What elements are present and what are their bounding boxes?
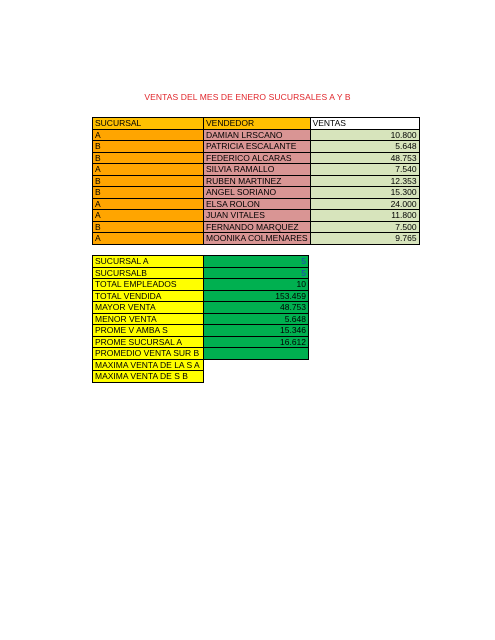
table-row xyxy=(93,141,420,153)
table-row xyxy=(93,233,420,245)
ventas-cell[interactable]: 7.500 xyxy=(310,221,419,233)
table-row xyxy=(93,198,420,210)
header-sucursal[interactable]: SUCURSAL xyxy=(93,118,204,130)
summary-label[interactable]: MAXIMA VENTA DE LA S A xyxy=(93,359,204,371)
vendedor-cell[interactable]: JUAN VITALES xyxy=(204,210,311,222)
header-ventas[interactable]: VENTAS xyxy=(310,118,419,130)
summary-value[interactable]: 10 xyxy=(204,279,309,291)
summary-row xyxy=(93,279,309,291)
summary-label[interactable]: MAXIMA VENTA DE S B xyxy=(93,371,204,383)
ventas-cell[interactable]: 11.800 xyxy=(310,210,419,222)
table-row xyxy=(93,129,420,141)
vendedor-cell[interactable]: SILVIA RAMALLO xyxy=(204,164,311,176)
summary-row xyxy=(93,371,309,383)
summary-value[interactable]: 5.648 xyxy=(204,313,309,325)
summary-row xyxy=(93,336,309,348)
header-vendedor[interactable]: VENDEDOR xyxy=(204,118,311,130)
summary-value[interactable]: 16.612 xyxy=(204,336,309,348)
table-row xyxy=(93,221,420,233)
summary-value[interactable] xyxy=(204,348,309,360)
table-row xyxy=(93,164,420,176)
summary-value[interactable]: 48.753 xyxy=(204,302,309,314)
summary-label[interactable]: PROME SUCURSAL A xyxy=(93,336,204,348)
summary-label[interactable]: PROME V AMBA S xyxy=(93,325,204,337)
sheet-title: VENTAS DEL MES DE ENERO SUCURSALES A Y B xyxy=(144,92,351,102)
vendedor-cell[interactable]: RUBEN MARTINEZ xyxy=(204,175,311,187)
summary-row xyxy=(93,290,309,302)
vendedor-cell[interactable]: ELSA ROLON xyxy=(204,198,311,210)
sucursal-cell[interactable]: B xyxy=(93,152,204,164)
summary-label[interactable]: SUCURSALB xyxy=(93,267,204,279)
summary-value[interactable]: 153.459 xyxy=(204,290,309,302)
summary-row xyxy=(93,313,309,325)
ventas-cell[interactable]: 15.300 xyxy=(310,187,419,199)
table-row xyxy=(93,152,420,164)
ventas-cell[interactable]: 12.353 xyxy=(310,175,419,187)
vendedor-cell[interactable]: MOONIKA COLMENARES xyxy=(204,233,311,245)
summary-label[interactable]: MAYOR VENTA xyxy=(93,302,204,314)
summary-label[interactable]: SUCURSAL A xyxy=(93,256,204,268)
ventas-cell[interactable]: 48.753 xyxy=(310,152,419,164)
summary-label[interactable]: TOTAL VENDIDA xyxy=(93,290,204,302)
ventas-cell[interactable]: 5.648 xyxy=(310,141,419,153)
summary-row xyxy=(93,302,309,314)
ventas-cell[interactable]: 7.540 xyxy=(310,164,419,176)
sucursal-cell[interactable]: A xyxy=(93,164,204,176)
summary-value[interactable]: 15.346 xyxy=(204,325,309,337)
summary-row xyxy=(93,348,309,360)
sucursal-cell[interactable]: A xyxy=(93,210,204,222)
vendedor-cell[interactable]: PATRICIA ESCALANTE xyxy=(204,141,311,153)
sucursal-cell[interactable]: B xyxy=(93,221,204,233)
summary-value[interactable]: 5 xyxy=(204,256,309,268)
vendedor-cell[interactable]: FERNANDO MARQUEZ xyxy=(204,221,311,233)
summary-value[interactable]: 5 xyxy=(204,267,309,279)
summary-label[interactable]: PROMEDIO VENTA SUR B xyxy=(93,348,204,360)
summary-label[interactable]: TOTAL EMPLEADOS xyxy=(93,279,204,291)
vendedor-cell[interactable]: DAMIAN LRSCANO xyxy=(204,129,311,141)
ventas-cell[interactable]: 9.765 xyxy=(310,233,419,245)
vendedor-cell[interactable]: FEDERICO ALCARAS xyxy=(204,152,311,164)
summary-row xyxy=(93,359,309,371)
sucursal-cell[interactable]: B xyxy=(93,175,204,187)
vendedor-cell[interactable]: ANGEL SORIANO xyxy=(204,187,311,199)
summary-row xyxy=(93,267,309,279)
sales-table xyxy=(92,117,420,245)
summary-row xyxy=(93,256,309,268)
sucursal-cell[interactable]: B xyxy=(93,141,204,153)
sucursal-cell[interactable]: B xyxy=(93,187,204,199)
table-row xyxy=(93,175,420,187)
header-row xyxy=(93,118,420,130)
ventas-cell[interactable]: 24.000 xyxy=(310,198,419,210)
summary-label[interactable]: MENOR VENTA xyxy=(93,313,204,325)
summary-table xyxy=(92,255,309,383)
table-row xyxy=(93,187,420,199)
sucursal-cell[interactable]: A xyxy=(93,233,204,245)
table-row xyxy=(93,210,420,222)
ventas-cell[interactable]: 10.800 xyxy=(310,129,419,141)
sucursal-cell[interactable]: A xyxy=(93,129,204,141)
sucursal-cell[interactable]: A xyxy=(93,198,204,210)
summary-row xyxy=(93,325,309,337)
